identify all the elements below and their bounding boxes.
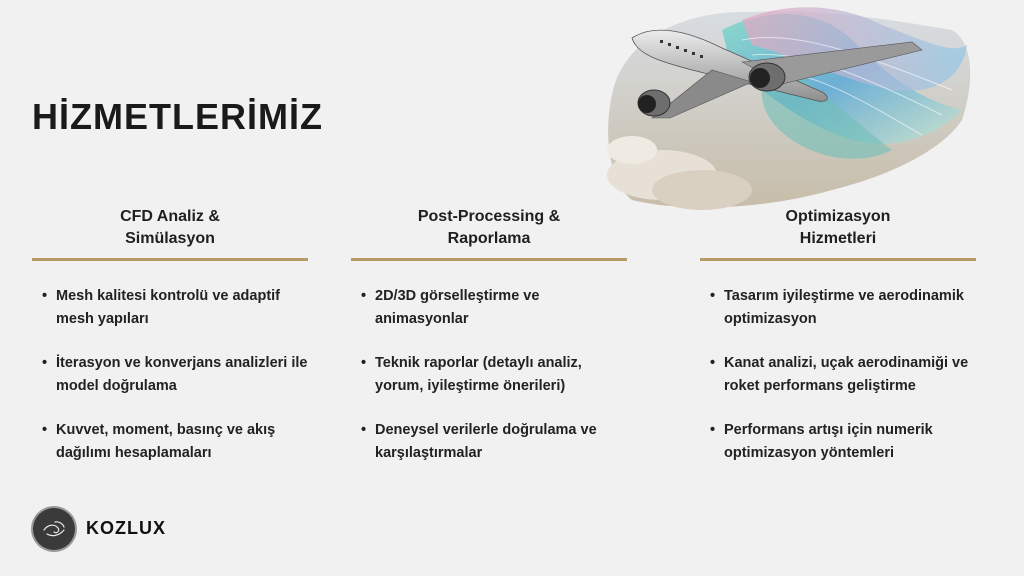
bullet-icon: • xyxy=(42,422,48,438)
heading-divider xyxy=(700,258,976,261)
service-column-cfd xyxy=(32,206,308,486)
list-item-text: Performans artışı için numerik optimizasyon yöntemleri xyxy=(724,422,933,461)
list-item xyxy=(351,352,627,398)
list-item-text: Mesh kalitesi kontrolü ve adaptif mesh yapıları xyxy=(56,288,280,327)
service-list xyxy=(351,285,627,465)
heading-divider xyxy=(32,258,308,261)
list-item xyxy=(32,285,308,331)
airplane-airflow-illustration xyxy=(592,0,982,218)
list-item xyxy=(32,352,308,398)
heading-divider xyxy=(351,258,627,261)
service-column-post-processing xyxy=(351,206,627,486)
column-heading xyxy=(351,206,627,250)
list-item-text: Deneysel verilerle doğrulama ve karşılaştırmalar xyxy=(375,422,597,461)
list-item xyxy=(700,352,976,398)
service-list xyxy=(700,285,976,465)
column-heading-line: Post-Processing & xyxy=(417,208,561,225)
service-column-optimization xyxy=(700,206,976,486)
bullet-icon: • xyxy=(42,355,48,371)
column-heading-line: Simülasyon xyxy=(125,230,215,247)
column-heading xyxy=(700,206,976,250)
list-item xyxy=(351,419,627,465)
list-item-text: 2D/3D görselleştirme ve animasyonlar xyxy=(375,288,540,327)
brand-name: KOZLUX xyxy=(86,518,166,538)
list-item xyxy=(351,285,627,331)
bullet-icon: • xyxy=(361,288,367,304)
column-heading xyxy=(32,206,308,250)
list-item-text: Teknik raporlar (detaylı analiz, yorum, iyileştirme önerileri) xyxy=(375,355,582,394)
bullet-icon: • xyxy=(710,288,716,304)
service-list xyxy=(32,285,308,465)
list-item xyxy=(32,419,308,465)
list-item-text: Kuvvet, moment, basınç ve akış dağılımı hesaplamaları xyxy=(56,422,276,461)
bullet-icon: • xyxy=(361,422,367,438)
list-item xyxy=(700,285,976,331)
list-item-text: Tasarım iyileştirme ve aerodinamik optimizasyon xyxy=(724,288,964,327)
bullet-icon: • xyxy=(361,355,367,371)
list-item-text: Kanat analizi, uçak aerodinamiği ve roket performans geliştirme xyxy=(724,355,969,394)
page-title: HİZMETLERİMİZ xyxy=(32,96,323,137)
kozlux-logo-icon xyxy=(33,508,75,550)
bullet-icon: • xyxy=(42,288,48,304)
column-heading-line: CFD Analiz & xyxy=(120,208,220,225)
column-heading-line: Raporlama xyxy=(447,230,531,247)
list-item-text: İterasyon ve konverjans analizleri ile model doğrulama xyxy=(56,355,308,394)
column-heading-line: Optimizasyon xyxy=(785,208,891,225)
bullet-icon: • xyxy=(710,355,716,371)
list-item xyxy=(700,419,976,465)
column-heading-line: Hizmetleri xyxy=(799,230,877,247)
bullet-icon: • xyxy=(710,422,716,438)
